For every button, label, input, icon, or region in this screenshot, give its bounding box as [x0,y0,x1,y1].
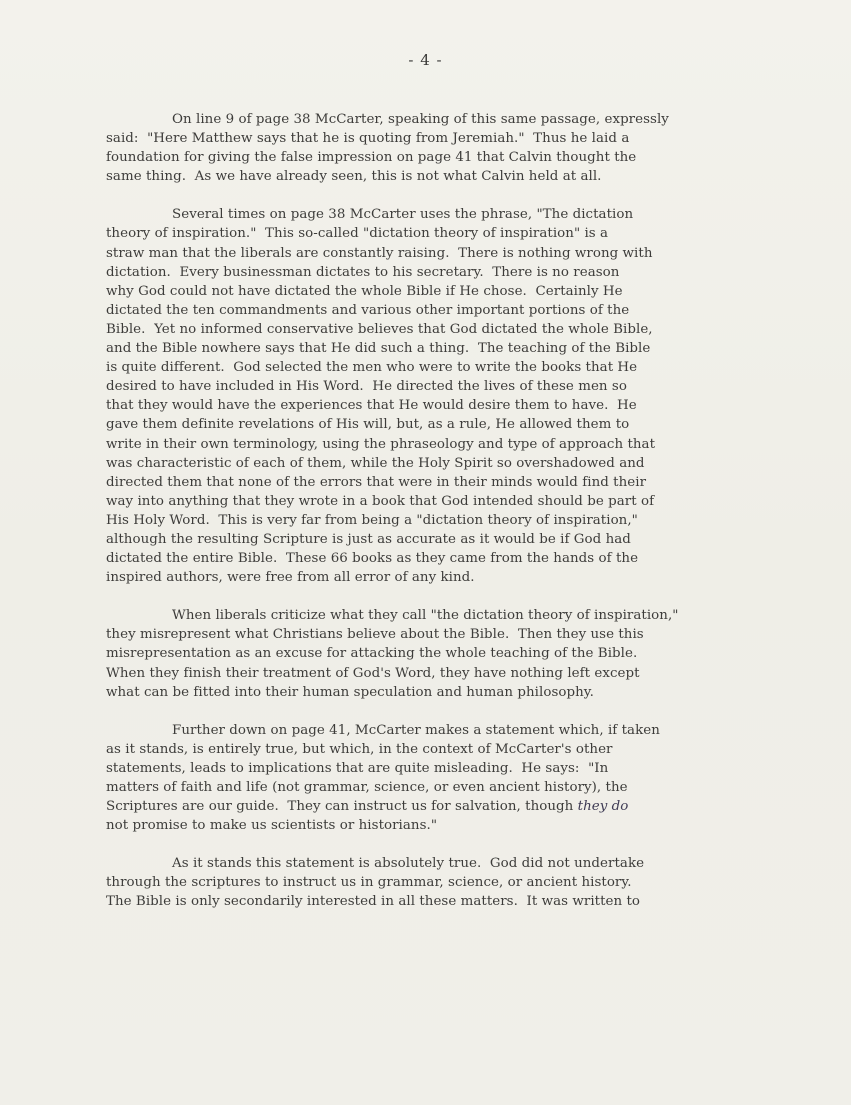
paragraph-4 [106,721,786,836]
text-line: When they finish their treatment of God's Word, they have nothing left except [106,665,640,681]
text-segment: Scriptures are our guide. They can instruct us for salvation, though [106,799,578,815]
text-line: Further down on page 41, McCarter makes a statement which, if taken [172,722,660,738]
text-line: straw man that the liberals are constantly raising. There is nothing wrong with [106,245,653,261]
emphasized-text: they do [577,799,629,815]
text-line: not promise to make us scientists or historians." [106,818,438,834]
text-line: foundation for giving the false impression on page 41 that Calvin thought the [106,150,637,166]
text-line: as it stands, is entirely true, but which, in the context of McCarter's other [106,741,613,757]
text-line: matters of faith and life (not grammar, science, or even ancient history), the [106,780,628,795]
paragraph-5 [106,854,786,911]
page-number: - 4 - [408,51,443,69]
text-line: inspired authors, were free from all error of any kind. [106,570,475,586]
text-line: desired to have included in His Word. He directed the lives of these men so [106,379,627,395]
text-line: misrepresentation as an excuse for attacking the whole teaching of the Bible. [106,646,638,662]
document-body [106,110,786,931]
text-line: is quite different. God selected the men who were to write the books that He [106,360,638,376]
text-line: through the scriptures to instruct us in grammar, science, or ancient history. [106,875,632,891]
text-line: dictated the ten commandments and various other important portions of the [106,302,630,318]
text-line: As it stands this statement is absolutely true. God did not undertake [172,856,645,872]
text-line: Several times on page 38 McCarter uses the phrase, "The dictation [172,207,634,223]
text-line: was characteristic of each of them, while the Holy Spirit so overshadowed and [106,455,645,471]
text-line: that they would have the experiences that He would desire them to have. He [106,398,637,414]
text-line: On line 9 of page 38 McCarter, speaking of this same passage, expressly [172,112,669,127]
text-line: same thing. As we have already seen, this is not what Calvin held at all. [106,169,602,185]
text-line: they misrepresent what Christians believe about the Bible. Then they use this [106,627,644,643]
text-line: dictation. Every businessman dictates to his secretary. There is no reason [106,264,620,280]
text-line: said: "Here Matthew says that he is quoting from Jeremiah." Thus he laid a [106,131,630,147]
text-line: gave them definite revelations of His will, but, as a rule, He allowed them to [106,417,630,433]
text-line: what can be fitted into their human speculation and human philosophy. [106,684,594,700]
text-line: write in their own terminology, using the phraseology and type of approach that [106,436,656,452]
text-line [106,797,786,816]
text-line: Bible. Yet no informed conservative believes that God dictated the whole Bible, [106,321,653,337]
text-line: and the Bible nowhere says that He did such a thing. The teaching of the Bible [106,341,651,357]
text-line: dictated the entire Bible. These 66 books as they came from the hands of the [106,551,639,567]
text-line: directed them that none of the errors that were in their minds would find their [106,474,647,490]
text-line: statements, leads to implications that are quite misleading. He says: "In [106,760,609,776]
text-line: theory of inspiration." This so-called "dictation theory of inspiration" is a [106,226,609,242]
paragraph-2 [106,205,786,587]
paragraph-3 [106,606,786,701]
text-line: The Bible is only secondarily interested in all these matters. It was written to [106,894,641,910]
text-line: way into anything that they wrote in a book that God intended should be part of [106,493,655,509]
paragraph-1 [106,110,786,186]
text-line: When liberals criticize what they call "the dictation theory of inspiration," [172,608,679,624]
text-line: although the resulting Scripture is just as accurate as it would be if God had [106,531,631,547]
text-line: His Holy Word. This is very far from being a "dictation theory of inspiration," [106,512,638,528]
text-line: why God could not have dictated the whole Bible if He chose. Certainly He [106,283,623,299]
